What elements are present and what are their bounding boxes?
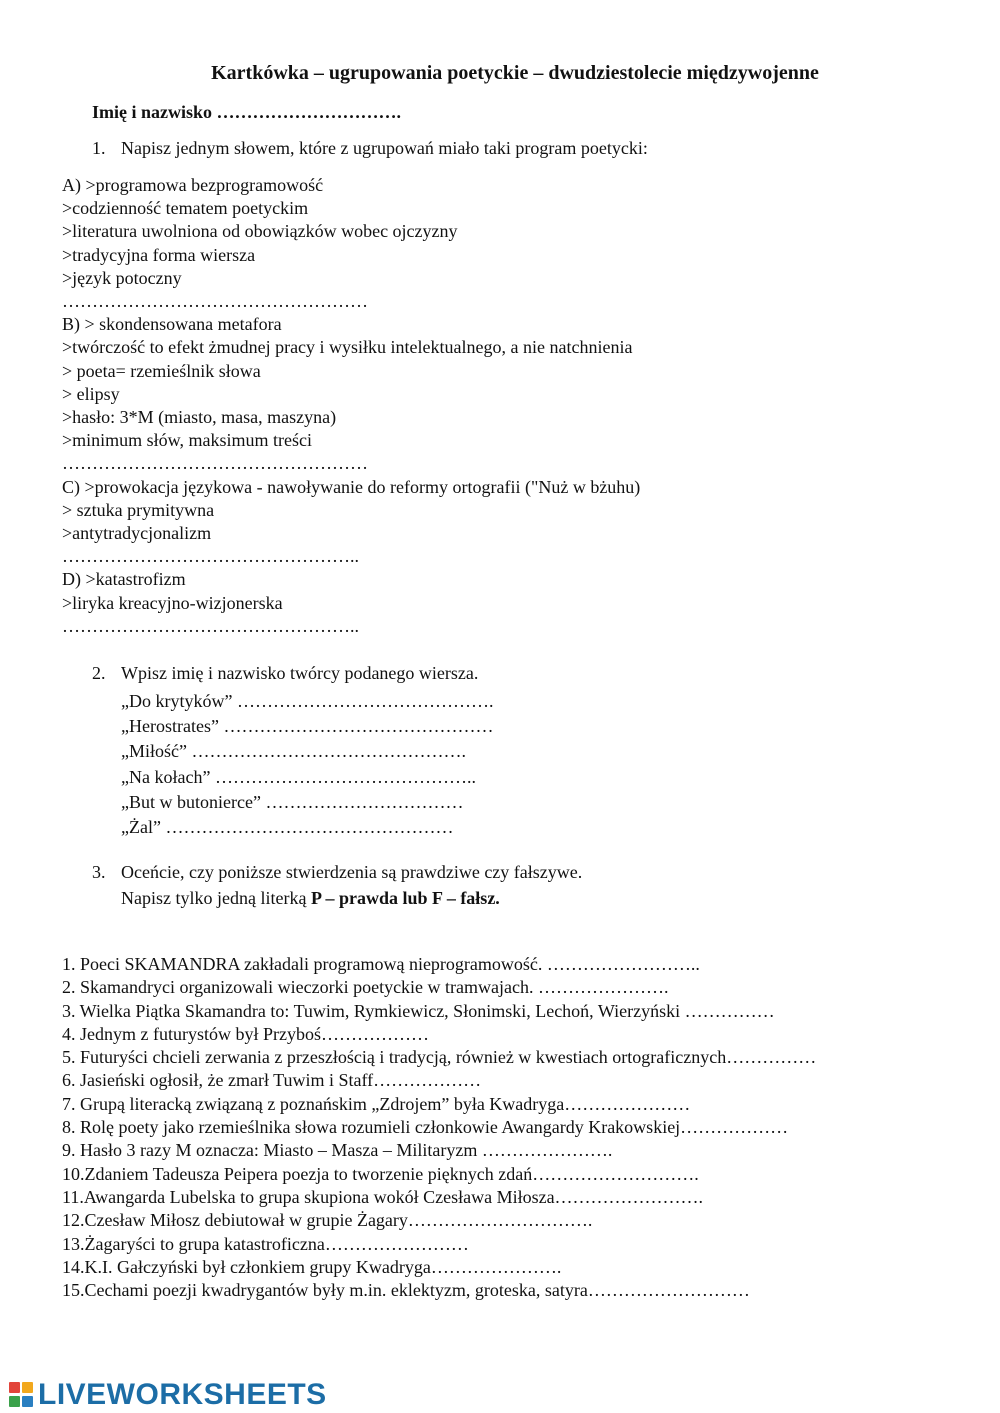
liveworksheets-logo-icon [8,1380,34,1410]
question-2-prompt: Wpisz imię i nazwisko twórcy podanego wiersza. [121,663,479,683]
group-line: C) >prowokacja językowa - nawoływanie do reformy ortografii ("Nuż w bżuhu) [62,476,641,497]
group-line: B) > skondensowana metafora [62,314,282,335]
poem-answer-line[interactable]: „Do krytyków” ……………………………………. [121,691,494,711]
question-2-heading [92,663,478,684]
group-label: B) [62,314,85,335]
statement-line[interactable]: 15.Cechami poezji kwadrygantów były m.in. eklektyzm, groteska, satyra……………………… [62,1280,750,1301]
group-line: >antytradycjonalizm [62,523,212,544]
question-1-number: 1. [92,138,106,158]
liveworksheets-logo [8,1378,327,1412]
answer-blank[interactable]: …………………………………………… [62,291,368,312]
group-line: >liryka kreacyjno-wizjonerska [62,592,283,613]
poem-list [121,689,493,840]
question-3-instruction-bold: P – prawda lub F – fałsz. [310,888,500,908]
group-line: >literatura uwolniona od obowiązków wobec ojczyzny [62,221,458,242]
statement-line[interactable]: 3. Wielka Piątka Skamandra to: Tuwim, Rymkiewicz, Słonimski, Lechoń, Wierzyński …………… [62,1000,775,1021]
statement-line[interactable]: 6. Jasieński ogłosił, że zmarł Tuwim i Staff……………… [62,1070,482,1091]
question-3-heading [92,862,582,883]
statement-line[interactable]: 8. Rolę poety jako rzemieślnika słowa rozumieli członkowie Awangardy Krakowskiej……………… [62,1117,789,1138]
question-3-number: 3. [92,862,106,882]
poem-answer-line[interactable]: „Na kołach” …………………………………….. [121,766,476,787]
statement-line[interactable]: 14.K.I. Gałczyński był członkiem grupy Kwadryga…………………. [62,1256,562,1277]
statement-line[interactable]: 2. Skamandryci organizowali wieczorki poetyckie w tramwajach. …………………. [62,977,669,998]
question-3-instruction: Napisz tylko jedną literką P – prawda lub F – fałsz. [121,888,500,908]
group-line: >codzienność tematem poetyckim [62,198,309,219]
poem-answer-line[interactable]: „Żal” ………………………………………… [121,817,454,838]
question-1-group-a [62,174,640,638]
group-line: >hasło: 3*M (miasto, masa, maszyna) [62,407,337,428]
answer-blank[interactable]: ………………………………………….. [62,615,359,636]
statement-line[interactable]: 5. Futuryści chcieli zerwania z przeszłością i tradycją, również w kwestiach ortograficznych…………… [62,1047,817,1068]
group-line: A) >programowa bezprogramowość [62,175,324,195]
answer-blank[interactable]: ………………………………………….. [62,546,359,567]
statement-line[interactable]: 13.Żagaryści to grupa katastroficzna…………………… [62,1233,469,1254]
group-line: > poeta= rzemieślnik słowa [62,360,261,381]
name-field-label: Imię i nazwisko …………………………. [92,102,402,122]
statement-line[interactable]: 10.Zdaniem Tadeusza Peipera poezja to tworzenie pięknych zdań………………………. [62,1163,699,1184]
statement-line[interactable]: 11.Awangarda Lubelska to grupa skupiona wokół Czesława Miłosza……………………. [62,1186,704,1207]
question-1-prompt: Napisz jednym słowem, które z ugrupowań miało taki program poetycki: [121,138,648,158]
question-1-heading [92,138,648,159]
statement-line[interactable]: 7. Grupą literacką związaną z poznańskim „Zdrojem” była Kwadryga………………… [62,1093,691,1114]
poem-answer-line[interactable]: „Herostrates” ……………………………………… [121,716,494,737]
group-label: A) [62,175,86,195]
group-line: > sztuka prymitywna [62,499,215,520]
group-line: > elipsy [62,383,120,404]
true-false-list [62,953,816,1302]
answer-blank[interactable]: …………………………………………… [62,453,368,474]
group-line: >minimum słów, maksimum treści [62,430,312,451]
statement-line[interactable]: 1. Poeci SKAMANDRA zakładali programową nieprogramowość. …………………….. [62,954,700,974]
statement-line[interactable]: 12.Czesław Miłosz debiutował w grupie Żagary…………………………. [62,1210,593,1231]
poem-answer-line[interactable]: „Miłość” ………………………………………. [121,741,466,762]
question-3-prompt: Oceńcie, czy poniższe stwierdzenia są prawdziwe czy fałszywe. [121,862,583,882]
question-2-number: 2. [92,663,106,683]
statement-line[interactable]: 9. Hasło 3 razy M oznacza: Miasto – Masza – Militaryzm …………………. [62,1140,613,1161]
statement-line[interactable]: 4. Jednym z futurystów był Przyboś……………… [62,1023,429,1044]
group-line: >język potoczny [62,267,182,288]
page-title: Kartkówka – ugrupowania poetyckie – dwudziestolecie międzywojenne [211,62,819,84]
group-line: >twórczość to efekt żmudnej pracy i wysiłku intelektualnego, a nie natchnienia [62,337,633,358]
group-label: D) [62,569,86,590]
poem-answer-line[interactable]: „But w butonierce” …………………………… [121,791,464,812]
group-label: C) [62,476,85,497]
liveworksheets-logo-text: LIVEWORKSHEETS [38,1378,327,1411]
group-line: >tradycyjna forma wiersza [62,244,256,265]
group-line: D) >katastrofizm [62,569,186,590]
